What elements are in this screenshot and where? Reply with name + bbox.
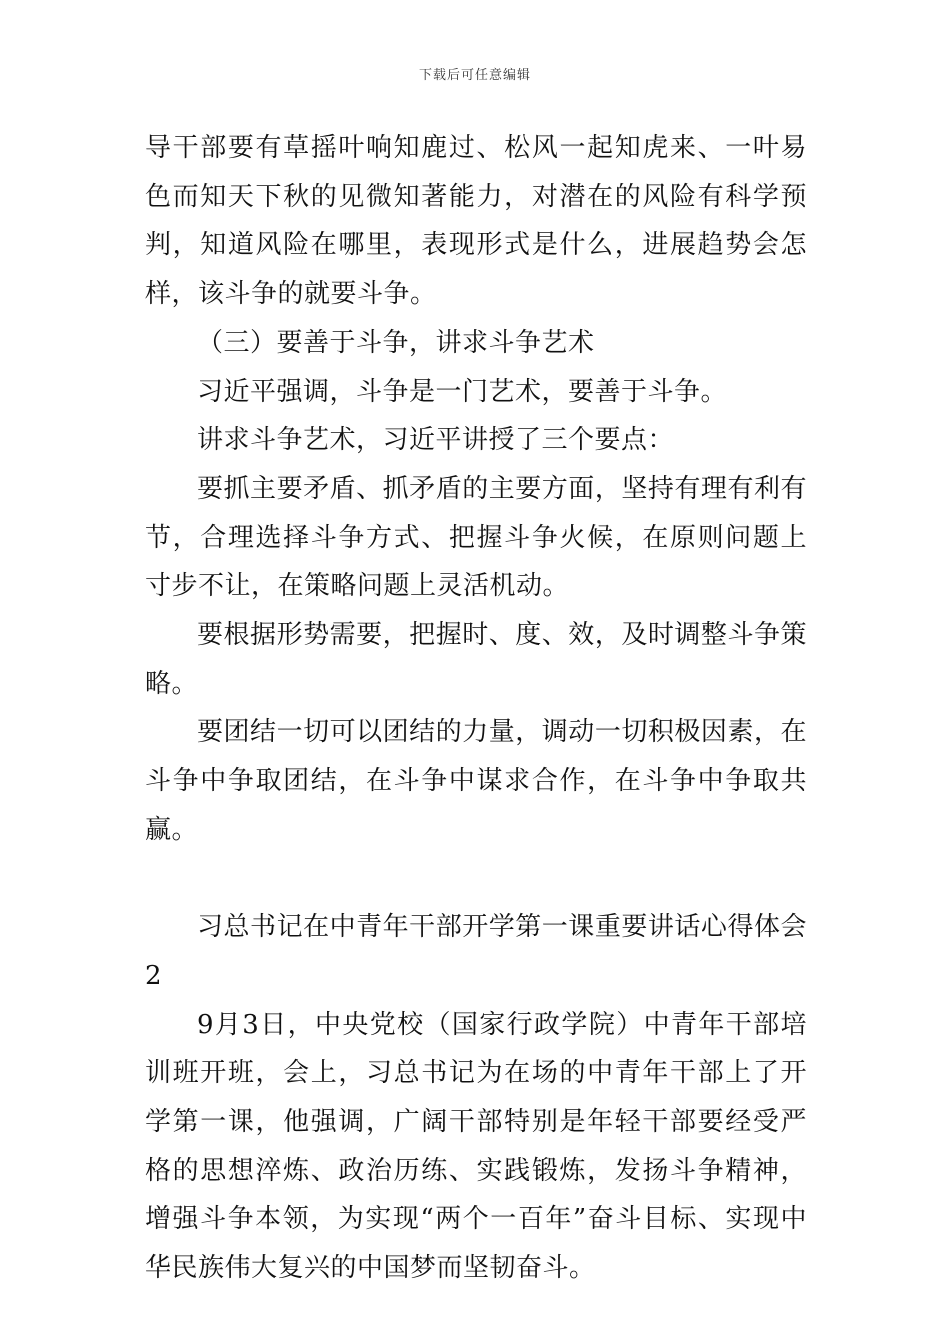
- section-heading: （三）要善于斗争，讲求斗争艺术: [197, 327, 595, 358]
- paragraph-continued: 导干部要有草摇叶响知鹿过、松风一起知虎来、一叶易色而知天下秋的见微知著能力，对潜在的风险有科学预判，知道风险在哪里，表现形式是什么，进展趋势会怎样，该斗争的就要斗争。: [145, 133, 807, 310]
- page-header-note: 下载后可任意编辑: [418, 68, 531, 83]
- paragraph-point-2: 要根据形势需要，把握时、度、效，及时调整斗争策略。: [145, 620, 807, 699]
- article-title: 习总书记在中青年干部开学第一课重要讲话心得体会2: [145, 912, 807, 991]
- paragraph-point-1: 要抓主要矛盾、抓矛盾的主要方面，坚持有理有利有节，合理选择斗争方式、把握斗争火候，在原则问题上寸步不让，在策略问题上灵活机动。: [145, 473, 807, 602]
- paragraph-point-3: 要团结一切可以团结的力量，调动一切积极因素，在斗争中争取团结，在斗争中谋求合作，在斗争中争取共赢。: [145, 717, 807, 845]
- document-body: [145, 124, 807, 1293]
- paragraph-gap: [145, 855, 807, 904]
- paragraph: 习近平强调，斗争是一门艺术，要善于斗争。: [197, 376, 728, 407]
- paragraph: 9月3日，中央党校（国家行政学院）中青年干部培训班开班，会上，习总书记为在场的中青年干部上了开学第一课，他强调，广阔干部特别是年轻干部要经受严格的思想淬炼、政治历练、实践锻炼，发扬斗争精神，增强斗争本领，为实现“两个一百年”奋斗目标、实现中华民族伟大复兴的中国梦而坚韧奋斗。: [145, 1009, 807, 1284]
- paragraph: 讲求斗争艺术，习近平讲授了三个要点：: [197, 425, 675, 456]
